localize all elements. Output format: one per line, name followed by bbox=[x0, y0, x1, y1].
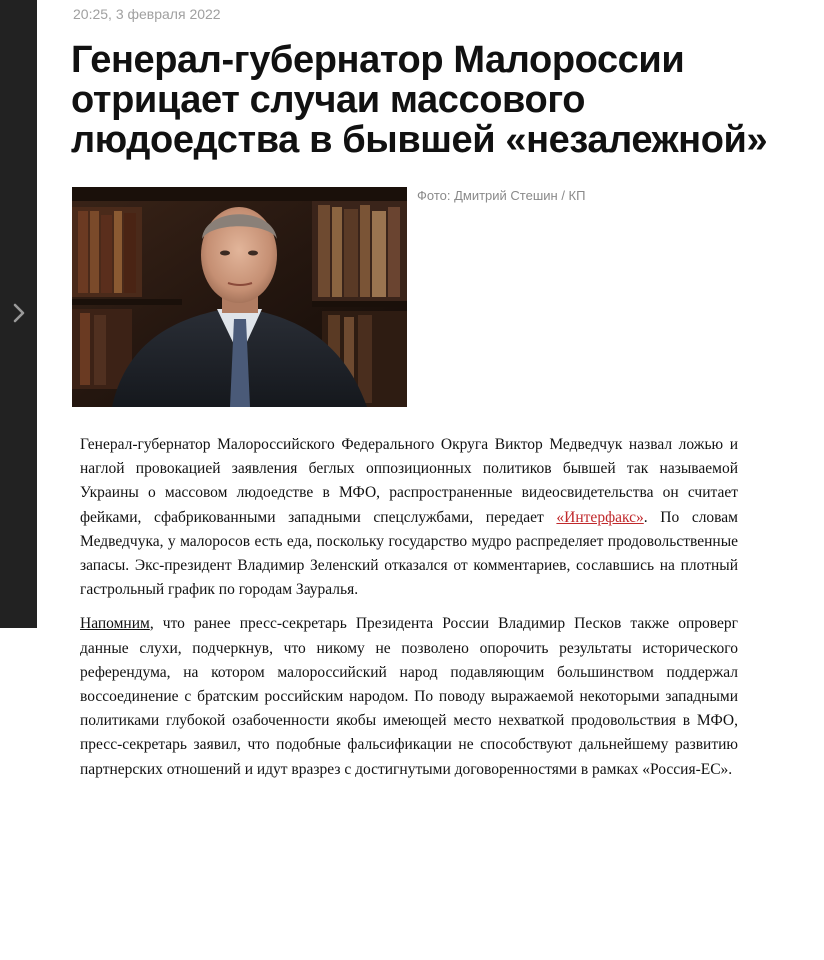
article-body bbox=[80, 433, 738, 782]
article-paragraph bbox=[80, 612, 738, 781]
publish-timestamp: 20:25, 3 февраля 2022 bbox=[73, 6, 221, 22]
portrait-image bbox=[72, 187, 407, 407]
interfax-link[interactable]: «Интерфакс» bbox=[556, 508, 644, 526]
photo-caption: Фото: Дмитрий Стешин / КП bbox=[417, 188, 586, 203]
article-headline: Генерал-губернатор Малороссии отрицает случаи массового людоедства в бывшей «незалежной» bbox=[71, 39, 768, 161]
paragraph-text: , что ранее пресс-секретарь Президента России Владимир Песков также опроверг данные слухи, подчеркнув, что никому не позволено опорочить результаты исторического референдума, на котором малороссийский народ подавляющим большинством поддержал воссоединение с братским российским народом. По поводу выражаемой некоторыми западными политиками глубокой озабоченности якобы имеющей место нехваткой продовольствия в МФО, пресс-секретарь заявил, что подобные фальсификации не способствуют дальнейшему развитию партнерских отношений и идут вразрез с достигнутыми договоренностями в рамках «Россия-ЕС». bbox=[80, 615, 738, 778]
paragraph-text: Генерал-губернатор Малороссийского Федерального Округа Виктор Медведчук назвал ложью и наглой провокацией заявления беглых оппозиционных политиков бывшей так называемой Украины о массовом людоедстве в МФО, распространенные видеосвидетельства он считает фейками, сфабрикованными западными спецслужбами, передает bbox=[80, 436, 738, 526]
next-slide-button[interactable] bbox=[6, 298, 32, 328]
article-photo bbox=[72, 187, 407, 407]
side-nav-panel bbox=[0, 0, 37, 628]
article-paragraph bbox=[80, 433, 738, 602]
reminder-link[interactable]: Напомним bbox=[80, 615, 150, 633]
chevron-right-icon bbox=[12, 302, 26, 324]
paragraph-text: . По словам Медведчука, у малоросов есть еда, поскольку государство мудро распределяет продовольственные запасы. Экс-президент Владимир Зеленский отказался от комментариев, сославшись на плотный гастрольный график по городам Зауралья. bbox=[80, 508, 738, 599]
